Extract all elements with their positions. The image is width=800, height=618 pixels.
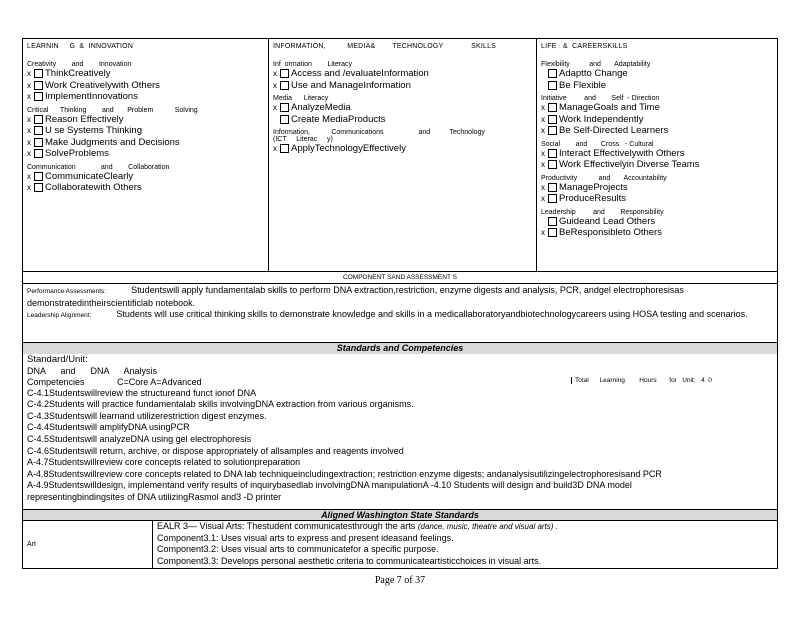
group-title: Initiative and Self - Direction (541, 95, 660, 102)
group-title: Leadership and Responsibility (541, 208, 664, 216)
group-title: Media Literacy (273, 95, 329, 102)
checklist-item[interactable]: x Make Judgments and Decisions (27, 136, 180, 148)
group-title: Flexibility and Adaptability (541, 61, 651, 68)
group-title: Critical Thinking and Problem Solving (27, 106, 198, 114)
checklist-item[interactable]: x Use and ManageInformation (273, 79, 411, 91)
art-standards-cell (153, 521, 781, 567)
group-title: Information, Communications and Technology (ICT Literac y) (273, 129, 485, 143)
competencies-label: Competencies C=Core A=Advanced (27, 376, 202, 387)
checkbox[interactable] (34, 92, 43, 101)
competency-item: C-4.4Studentswill amplifyDNA usingPCR (27, 422, 190, 433)
group-flexibility (541, 61, 773, 91)
checkbox[interactable] (548, 194, 557, 203)
competency-item: C-4.5Studentswill analyzeDNA using gel electrophoresis (27, 433, 252, 444)
checklist-item[interactable]: x Collaboratewith Others (27, 182, 142, 193)
competency-item: C-4.1Studentswillreview the structureand funct ionof DNA (27, 387, 257, 398)
checklist-item[interactable]: Adaptto Change (541, 68, 773, 80)
checkbox[interactable] (548, 69, 557, 78)
checklist-item[interactable]: x ApplyTechnologyEffectively (273, 143, 406, 154)
components-heading: COMPONENT SAND ASSESSMENT S (23, 271, 777, 283)
checkbox[interactable] (548, 115, 557, 124)
checklist-item[interactable]: x U se Systems Thinking (27, 125, 142, 136)
checkbox[interactable] (34, 149, 43, 158)
group-critical-thinking (27, 107, 264, 160)
checklist-item[interactable]: x ManageProjects (541, 181, 628, 193)
checklist-item[interactable]: x Work Creativelywith Others (27, 79, 160, 91)
group-title: Inf ormation Literacy (273, 61, 352, 68)
checkbox[interactable] (280, 81, 289, 90)
checklist-item[interactable]: Be Flexible (541, 80, 773, 92)
checklist-item[interactable]: x ImplementInnovations (27, 91, 138, 102)
group-title: Communication and Collaboration (27, 163, 170, 171)
column-heading: INFORMATION, MEDIA& TECHNOLOGY SKILLS (273, 43, 497, 50)
art-component: Component3.1: Uses visual arts to express and present ideasand feelings. (157, 532, 454, 543)
performance-label: Performance Assessments: (27, 288, 107, 295)
checkbox[interactable] (280, 69, 289, 78)
leadership-label: Leadership Alignment: (27, 312, 92, 319)
group-title: Productivity and Accountability (541, 174, 667, 182)
competency-item: A-4.9Studentswilldesign, implementand verify results of inquirybasedlab involvingDNA manipulationA -4.10 Students will design and build3D DNA model (27, 480, 632, 491)
checkbox[interactable] (34, 138, 43, 147)
document-table (22, 38, 778, 569)
group-social (541, 141, 773, 171)
checklist-item[interactable]: x AnalyzeMedia (273, 102, 351, 113)
checkbox[interactable] (34, 115, 43, 124)
group-title: Creativity and Innovation (27, 61, 132, 68)
art-component: Component3.2: Uses visual arts to communicatefor a specific purpose. (157, 544, 439, 554)
information-media-column (269, 39, 537, 271)
standard-unit-label: Standard/Unit: (27, 354, 88, 365)
checkbox[interactable] (548, 149, 557, 158)
competency-item: C-4.2Students will practice fundamentalab skills involvingDNA extraction from various organisms. (27, 399, 414, 410)
assessments-section (23, 283, 777, 335)
checklist-item[interactable]: x ThinkCreatively (27, 68, 111, 79)
art-component: Component3.3: Develops personal aesthetic criteria to communicateartisticchoices in visual arts. (157, 555, 542, 566)
competency-item: C-4.6Studentswill return, archive, or dispose appropriately of allsamples and reagents involved (27, 445, 404, 456)
group-initiative (541, 95, 773, 137)
checkbox[interactable] (34, 172, 43, 181)
unit-name: DNA and DNA Analysis (27, 365, 158, 376)
checkbox[interactable] (280, 144, 289, 153)
competency-item: C-4.3Studentswill learnand utilizerestriction digest enzymes. (27, 410, 267, 421)
checklist-item[interactable]: x BeResponsibleto Others (541, 227, 662, 238)
leadership-text: Students will use critical thinking skills to demonstrate knowledge and skills in a medicallaboratoryandbiotechnologycareers using HOSA testing and scenarios. (116, 309, 748, 319)
checkbox[interactable] (34, 81, 43, 90)
checkbox[interactable] (280, 103, 289, 112)
performance-text: Studentswill apply fundamentalab skills to perform DNA extraction,restriction, enzyme digests and analysis, PCR, andgel electrophoresisas demonstratedintheirscientificlab notebook. (27, 285, 684, 308)
checklist-item[interactable]: x Be Self-Directed Learners (541, 125, 669, 136)
competency-item: A-4.7Studentswillreview core concepts related to solutionpreparation (27, 457, 301, 468)
checklist-item[interactable]: x ProduceResults (541, 193, 627, 204)
group-ict-literacy (273, 129, 532, 155)
checklist-item[interactable]: x Access and /evaluateInformation (273, 68, 429, 79)
checklist-item[interactable]: Guideand Lead Others (541, 216, 773, 228)
standards-section (23, 354, 777, 509)
column-heading: LIFE & CAREERSKILLS (541, 43, 628, 50)
life-career-column (537, 39, 777, 271)
standards-heading: Standards and Competencies (23, 342, 777, 354)
checklist-item[interactable]: x Reason Effectively (27, 113, 124, 125)
group-productivity (541, 175, 773, 205)
art-label: Art (27, 541, 36, 548)
group-information-literacy (273, 61, 532, 91)
group-communication (27, 164, 264, 194)
checkbox[interactable] (548, 228, 557, 237)
ealr-line: EALR 3— Visual Arts: Thestudent communicatesthrough the arts (dance, music, theatre and visual arts) . (157, 521, 558, 531)
total-hours: Total Learning Hours for Unit: 4 0 (571, 377, 712, 384)
checklist-item[interactable]: x Work Independently (541, 113, 644, 125)
column-heading: LEARNIN G & INNOVATION (27, 43, 134, 50)
page-number: Page 7 of 37 (374, 575, 426, 586)
checkbox[interactable] (280, 115, 289, 124)
learning-innovation-column (23, 39, 269, 271)
checkbox[interactable] (548, 183, 557, 192)
competency-header-row (23, 376, 777, 388)
checkbox[interactable] (548, 160, 557, 169)
checkbox[interactable] (548, 103, 557, 112)
checkbox[interactable] (548, 126, 557, 135)
leadership-alignment (27, 309, 773, 322)
aligned-standards-heading: Aligned Washington State Standards (23, 509, 777, 521)
group-creativity (27, 61, 264, 103)
competency-item: A-4.8Studentswillreview core concepts related to DNA lab techniqueincludingextraction; restriction enzyme digests; andanalysisutilizingelectrophoresisand PCR (27, 468, 662, 479)
checklist-item[interactable]: Create MediaProducts (273, 114, 532, 126)
checklist-item[interactable]: x ManageGoals and Time (541, 102, 660, 113)
checklist-item[interactable]: x SolveProblems (27, 148, 109, 159)
checkbox[interactable] (548, 217, 557, 226)
group-media-literacy (273, 95, 532, 125)
checkbox[interactable] (34, 126, 43, 135)
group-leadership (541, 209, 773, 239)
checklist-item[interactable]: x CommunicateClearly (27, 170, 134, 182)
art-standards-row (23, 521, 777, 568)
checkbox[interactable] (548, 81, 557, 90)
competency-item: representingbindingsites of DNA utilizingRasmol and3 -D printer (27, 491, 282, 502)
checkbox[interactable] (34, 69, 43, 78)
checklist-item[interactable]: x Interact Effectivelywith Others (541, 147, 685, 159)
group-title: Social and Cross - Cultural (541, 140, 654, 148)
checklist-item[interactable]: x Work Effectivelyin Diverse Teams (541, 159, 700, 170)
performance-assessment (27, 285, 773, 309)
art-label-cell (23, 521, 153, 568)
checkbox[interactable] (34, 183, 43, 192)
